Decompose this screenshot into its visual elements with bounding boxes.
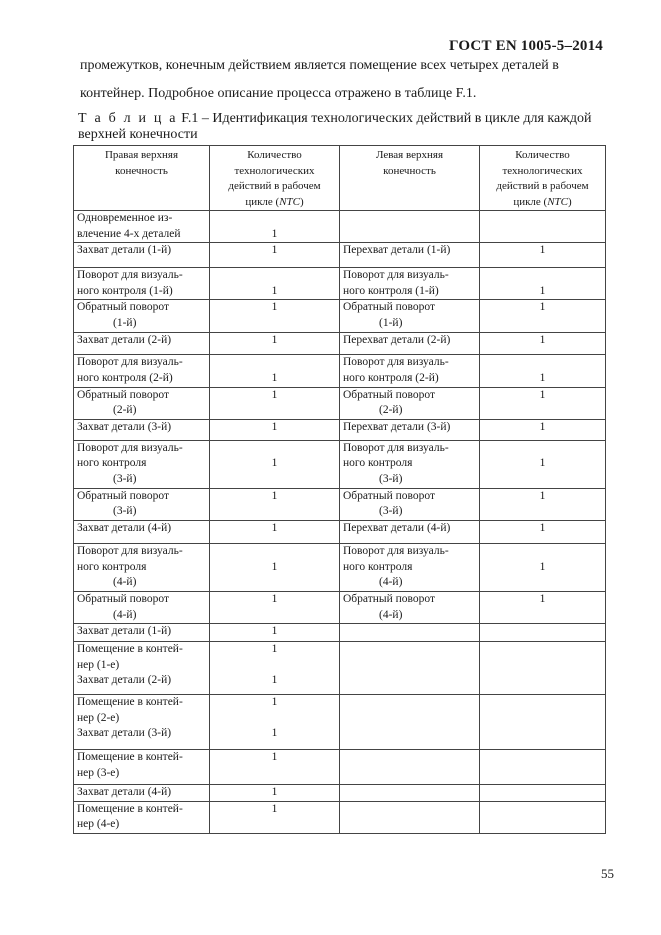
left-action-count-cell <box>480 785 606 802</box>
left-limb-action: Поворот для визуаль- <box>343 356 449 369</box>
right-action-count: 1 <box>271 521 278 534</box>
left-limb-action: Перехват детали (2-й) <box>343 334 451 347</box>
left-limb-action <box>343 750 479 766</box>
right-limb-action-cell <box>74 243 210 268</box>
right-action-count <box>210 711 339 727</box>
right-action-count-cell <box>210 750 340 785</box>
left-action-count: 1 <box>539 388 546 401</box>
table-row <box>74 520 606 543</box>
left-limb-action-cell <box>340 440 480 488</box>
right-limb-action: Захват детали (2-й) <box>77 674 172 687</box>
table-header-row <box>74 146 606 211</box>
right-limb-action: Одновременное из- <box>77 212 173 224</box>
left-limb-action: ного контроля (1-й) <box>343 284 439 297</box>
right-action-count: 1 <box>271 751 278 764</box>
left-limb-action: Поворот для визуаль- <box>343 544 449 557</box>
table-row <box>74 440 606 488</box>
table-body <box>74 211 606 834</box>
left-limb-action: Поворот для визуаль- <box>343 269 449 282</box>
right-limb-action-cell <box>74 488 210 520</box>
right-action-count-cell <box>210 387 340 419</box>
left-limb-action-cell <box>340 520 480 543</box>
right-action-count-cell <box>210 488 340 520</box>
left-action-count: 1 <box>539 560 546 573</box>
right-limb-action: (3-й) <box>113 505 137 518</box>
left-limb-action-cell <box>340 695 480 750</box>
left-limb-action <box>343 802 479 818</box>
right-action-count: 1 <box>271 244 278 257</box>
right-limb-action: Захват детали (4-й) <box>77 521 172 534</box>
table-row <box>74 419 606 440</box>
left-action-count: 1 <box>539 457 546 470</box>
right-limb-action: Поворот для визуаль- <box>77 269 183 282</box>
right-action-count: 1 <box>271 786 278 799</box>
table-row <box>74 591 606 623</box>
left-limb-action <box>343 695 479 711</box>
table-caption <box>78 111 598 143</box>
left-limb-action: (3-й) <box>379 505 403 518</box>
intro-line-2: контейнер. Подробное описание процесса отражено в таблице F.1. <box>80 86 477 101</box>
right-limb-action-cell <box>74 624 210 642</box>
left-action-count <box>480 750 605 766</box>
left-limb-action: Перехват детали (1-й) <box>343 244 451 257</box>
right-limb-action: нер (1-е) <box>77 658 120 671</box>
right-action-count-cell <box>210 300 340 333</box>
right-limb-action: ного контроля <box>77 457 147 470</box>
right-action-count: 1 <box>271 371 278 384</box>
left-action-count: 1 <box>539 334 546 347</box>
right-limb-action: Захват детали (1-й) <box>77 625 172 638</box>
right-limb-action: Поворот для визуаль- <box>77 441 183 454</box>
left-action-count-cell <box>480 419 606 440</box>
right-limb-action: нер (2-е) <box>77 711 120 724</box>
right-limb-action-cell <box>74 785 210 802</box>
left-limb-action <box>343 642 479 658</box>
left-limb-action: (2-й) <box>379 404 403 417</box>
right-limb-action: Поворот для визуаль- <box>77 356 183 369</box>
table-row <box>74 355 606 387</box>
left-action-count-cell <box>480 624 606 642</box>
right-limb-action-cell <box>74 333 210 355</box>
left-action-count-cell <box>480 300 606 333</box>
table-row <box>74 387 606 419</box>
right-limb-action: (4-й) <box>113 608 137 621</box>
intro-line-1: промежутков, конечным действием является помещение всех четырех деталей в <box>80 58 559 73</box>
left-limb-action: (1-й) <box>379 316 403 329</box>
table-row <box>74 624 606 642</box>
left-limb-action: Перехват детали (3-й) <box>343 420 451 433</box>
right-limb-action: ного контроля (2-й) <box>77 371 173 384</box>
right-action-count-cell <box>210 785 340 802</box>
right-action-count: 1 <box>271 802 278 815</box>
right-limb-action-cell <box>74 211 210 243</box>
right-limb-action-cell <box>74 419 210 440</box>
left-limb-action-cell <box>340 243 480 268</box>
right-action-count: 1 <box>271 727 278 740</box>
left-action-count <box>480 785 605 801</box>
left-action-count: 1 <box>539 420 546 433</box>
right-action-count: 1 <box>271 227 278 240</box>
right-action-count-cell <box>210 520 340 543</box>
right-action-count: 1 <box>271 334 278 347</box>
table-row <box>74 543 606 591</box>
left-limb-action-cell <box>340 419 480 440</box>
left-action-count: 1 <box>539 371 546 384</box>
left-action-count-cell <box>480 750 606 785</box>
header-left-count: Количество технологических действий в рабочем цикле (NTC) <box>480 146 606 211</box>
right-action-count-cell <box>210 695 340 750</box>
left-action-count-cell <box>480 642 606 695</box>
table-row <box>74 801 606 833</box>
left-action-count-cell <box>480 211 606 243</box>
header-left-limb: Левая верхняя конечность <box>340 146 480 211</box>
right-action-count: 1 <box>271 489 278 502</box>
left-action-count-cell <box>480 333 606 355</box>
right-limb-action: Помещение в контей- <box>77 751 183 764</box>
table-row <box>74 695 606 750</box>
left-action-count <box>480 227 605 243</box>
left-limb-action-cell <box>340 642 480 695</box>
right-action-count: 1 <box>271 284 278 297</box>
right-limb-action: (3-й) <box>113 472 137 485</box>
right-limb-action: Захват детали (3-й) <box>77 420 172 433</box>
left-action-count: 1 <box>539 489 546 502</box>
right-action-count: 1 <box>271 301 278 314</box>
right-limb-action: Обратный поворот <box>77 301 170 314</box>
right-limb-action: Обратный поворот <box>77 592 170 605</box>
left-limb-action: Обратный поворот <box>343 388 436 401</box>
right-limb-action: Обратный поворот <box>77 489 170 502</box>
left-action-count <box>480 802 605 818</box>
table-caption-text: F.1 – Идентификация технологических действий в цикле для каждой верхней конечности <box>78 111 592 142</box>
left-limb-action <box>343 785 479 801</box>
table-row <box>74 268 606 300</box>
right-action-count-cell <box>210 801 340 833</box>
left-action-count <box>480 624 605 640</box>
right-action-count-cell <box>210 419 340 440</box>
right-action-count: 1 <box>271 560 278 573</box>
right-limb-action: Поворот для визуаль- <box>77 544 183 557</box>
right-limb-action: Обратный поворот <box>77 388 170 401</box>
left-action-count: 1 <box>539 521 546 534</box>
table-row <box>74 750 606 785</box>
right-limb-action: нер (4-е) <box>77 818 120 831</box>
right-limb-action-cell <box>74 801 210 833</box>
left-action-count-cell <box>480 243 606 268</box>
right-limb-action: Захват детали (4-й) <box>77 786 172 799</box>
right-limb-action-cell <box>74 642 210 695</box>
left-action-count-cell <box>480 440 606 488</box>
left-limb-action-cell <box>340 591 480 623</box>
left-limb-action: Обратный поворот <box>343 592 436 605</box>
header-right-limb: Правая верхняя конечность <box>74 146 210 211</box>
right-limb-action-cell <box>74 750 210 785</box>
left-action-count-cell <box>480 355 606 387</box>
right-action-count-cell <box>210 243 340 268</box>
left-limb-action-cell <box>340 624 480 642</box>
right-action-count-cell <box>210 211 340 243</box>
left-limb-action-cell <box>340 300 480 333</box>
left-action-count-cell <box>480 520 606 543</box>
right-limb-action: нер (3-е) <box>77 766 120 779</box>
left-limb-action: (3-й) <box>379 472 403 485</box>
right-action-count-cell <box>210 355 340 387</box>
right-action-count-cell <box>210 642 340 695</box>
right-limb-action-cell <box>74 387 210 419</box>
right-limb-action: Захват детали (1-й) <box>77 244 172 257</box>
left-action-count: 1 <box>539 301 546 314</box>
right-limb-action-cell <box>74 355 210 387</box>
right-action-count-cell <box>210 268 340 300</box>
right-limb-action: Захват детали (2-й) <box>77 334 172 347</box>
right-limb-action: Помещение в контей- <box>77 643 183 656</box>
right-limb-action-cell <box>74 543 210 591</box>
right-limb-action-cell <box>74 268 210 300</box>
page-number: 55 <box>601 866 614 881</box>
left-limb-action: ного контроля <box>343 560 413 573</box>
left-limb-action-cell <box>340 268 480 300</box>
left-limb-action-cell <box>340 543 480 591</box>
left-action-count-cell <box>480 488 606 520</box>
standard-designation: ГОСТ EN 1005-5–2014 <box>449 38 603 54</box>
left-limb-action-cell <box>340 355 480 387</box>
left-limb-action: (4-й) <box>379 608 403 621</box>
right-action-count: 1 <box>271 592 278 605</box>
right-action-count: 1 <box>271 388 278 401</box>
right-limb-action: ного контроля <box>77 560 147 573</box>
left-limb-action: Обратный поворот <box>343 489 436 502</box>
right-limb-action: (1-й) <box>113 316 137 329</box>
right-limb-action: влечение 4-х деталей <box>77 227 181 240</box>
right-action-count: 1 <box>271 625 278 638</box>
left-action-count: 1 <box>539 284 546 297</box>
left-action-count-cell <box>480 591 606 623</box>
table-row <box>74 642 606 695</box>
table-row <box>74 300 606 333</box>
right-action-count-cell <box>210 624 340 642</box>
right-limb-action-cell <box>74 300 210 333</box>
actions-table <box>73 145 606 834</box>
right-action-count: 1 <box>271 643 278 656</box>
left-limb-action: ного контроля (2-й) <box>343 371 439 384</box>
left-action-count <box>480 642 605 658</box>
right-limb-action: (2-й) <box>113 404 137 417</box>
right-action-count: 1 <box>271 696 278 709</box>
left-action-count: 1 <box>539 244 546 257</box>
left-limb-action: (4-й) <box>379 576 403 589</box>
left-action-count-cell <box>480 801 606 833</box>
right-action-count-cell <box>210 440 340 488</box>
left-action-count-cell <box>480 268 606 300</box>
left-limb-action-cell <box>340 785 480 802</box>
right-action-count: 1 <box>271 674 278 687</box>
right-action-count: 1 <box>271 457 278 470</box>
left-limb-action <box>343 211 479 227</box>
left-limb-action-cell <box>340 488 480 520</box>
right-action-count <box>210 658 339 674</box>
right-limb-action: (4-й) <box>113 576 137 589</box>
table-row <box>74 488 606 520</box>
left-limb-action-cell <box>340 211 480 243</box>
left-limb-action: Поворот для визуаль- <box>343 441 449 454</box>
left-limb-action <box>343 624 479 640</box>
left-limb-action-cell <box>340 387 480 419</box>
right-limb-action: Помещение в контей- <box>77 696 183 709</box>
table-caption-label: Т а б л и ц а <box>78 111 178 126</box>
right-action-count: 1 <box>271 420 278 433</box>
right-limb-action: Захват детали (3-й) <box>77 727 172 740</box>
left-limb-action-cell <box>340 750 480 785</box>
right-limb-action: Помещение в контей- <box>77 802 183 815</box>
left-action-count-cell <box>480 387 606 419</box>
left-limb-action-cell <box>340 801 480 833</box>
table-row <box>74 211 606 243</box>
header-right-count: Количество технологических действий в рабочем цикле (NTC) <box>210 146 340 211</box>
table-row <box>74 785 606 802</box>
left-limb-action: ного контроля <box>343 457 413 470</box>
left-limb-action: Обратный поворот <box>343 301 436 314</box>
left-action-count-cell <box>480 695 606 750</box>
right-limb-action: ного контроля (1-й) <box>77 284 173 297</box>
right-action-count-cell <box>210 543 340 591</box>
left-action-count-cell <box>480 543 606 591</box>
right-limb-action-cell <box>74 440 210 488</box>
left-limb-action-cell <box>340 333 480 355</box>
right-limb-action-cell <box>74 591 210 623</box>
right-limb-action-cell <box>74 695 210 750</box>
left-limb-action: Перехват детали (4-й) <box>343 521 451 534</box>
table-row <box>74 333 606 355</box>
right-limb-action-cell <box>74 520 210 543</box>
left-action-count: 1 <box>539 592 546 605</box>
table-row <box>74 243 606 268</box>
right-action-count-cell <box>210 333 340 355</box>
right-action-count-cell <box>210 591 340 623</box>
left-action-count <box>480 695 605 711</box>
